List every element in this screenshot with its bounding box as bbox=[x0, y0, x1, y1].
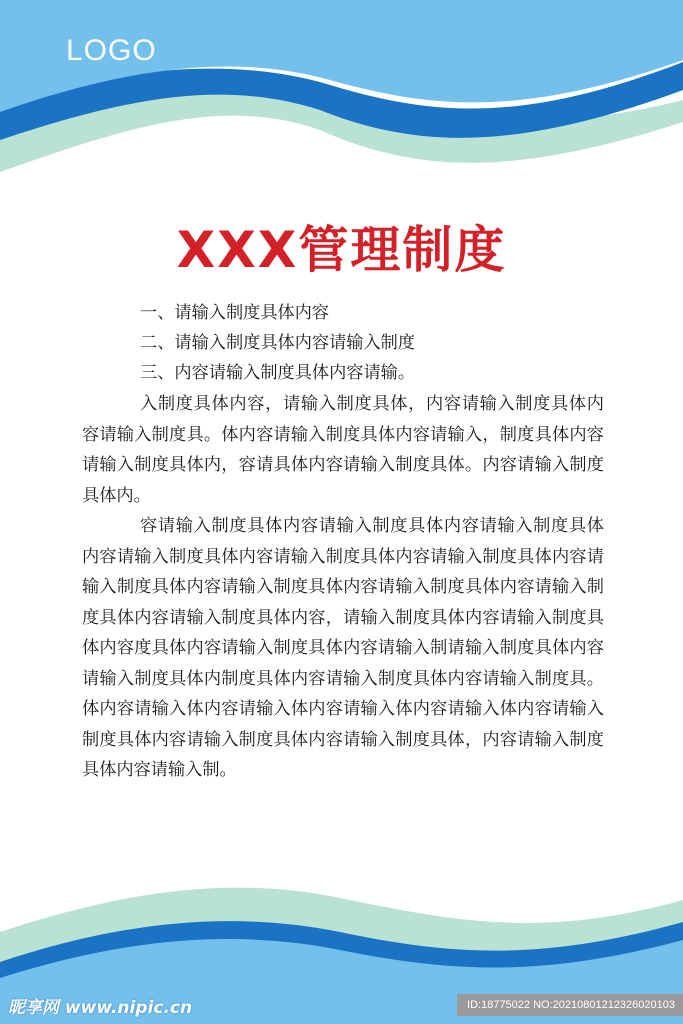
paragraph-2: 容请输入制度具体内容请输入制度具体内容请输入制度具体内容请输入制度具体内容请输入制度具体内容请输入制度具体内容请输入制度具体内容请输入制度具体内容请输入制度具体内容请输入制度具体内容请输入制度具体内容，请输入制度具体内容请输入制度具体内容度具体内容请输入制度具体内容请输入制请输入制度具体内容请输入制度具体内制度具体内容请输入制度具体内容请输入制度具。体内容请输入体内容请输入体内容请输入体内容请输入体内容请输入制度具体内容请输入制度具体内容请输入制度具体，内容请输入制度具体内容请输入制。 bbox=[82, 516, 604, 780]
logo-text: LOGO bbox=[66, 34, 157, 67]
page-title: XXX管理制度 bbox=[176, 221, 507, 279]
paragraph-1: 入制度具体内容，请输入制度具体，内容请输入制度具体内容请输入制度具。体内容请输入制度具体内容请输入，制度具体内容请输入制度具体内，容请具体内容请输入制度具体。内容请输入制度具体内。 bbox=[82, 394, 604, 506]
rule-item-1: 一、请输入制度具体内容 bbox=[140, 303, 330, 323]
rule-item-2: 二、请输入制度具体内容请输入制度 bbox=[140, 333, 416, 353]
top-wave-decoration bbox=[0, 0, 683, 190]
watermark-id: ID:18775022 NO:20210801212326020103 bbox=[457, 994, 683, 1016]
watermark-site: 昵享网 www.nipic.cn bbox=[8, 998, 193, 1018]
rule-item-3: 三、内容请输入制度具体内容请输。 bbox=[140, 363, 416, 383]
regulation-content bbox=[82, 298, 604, 786]
